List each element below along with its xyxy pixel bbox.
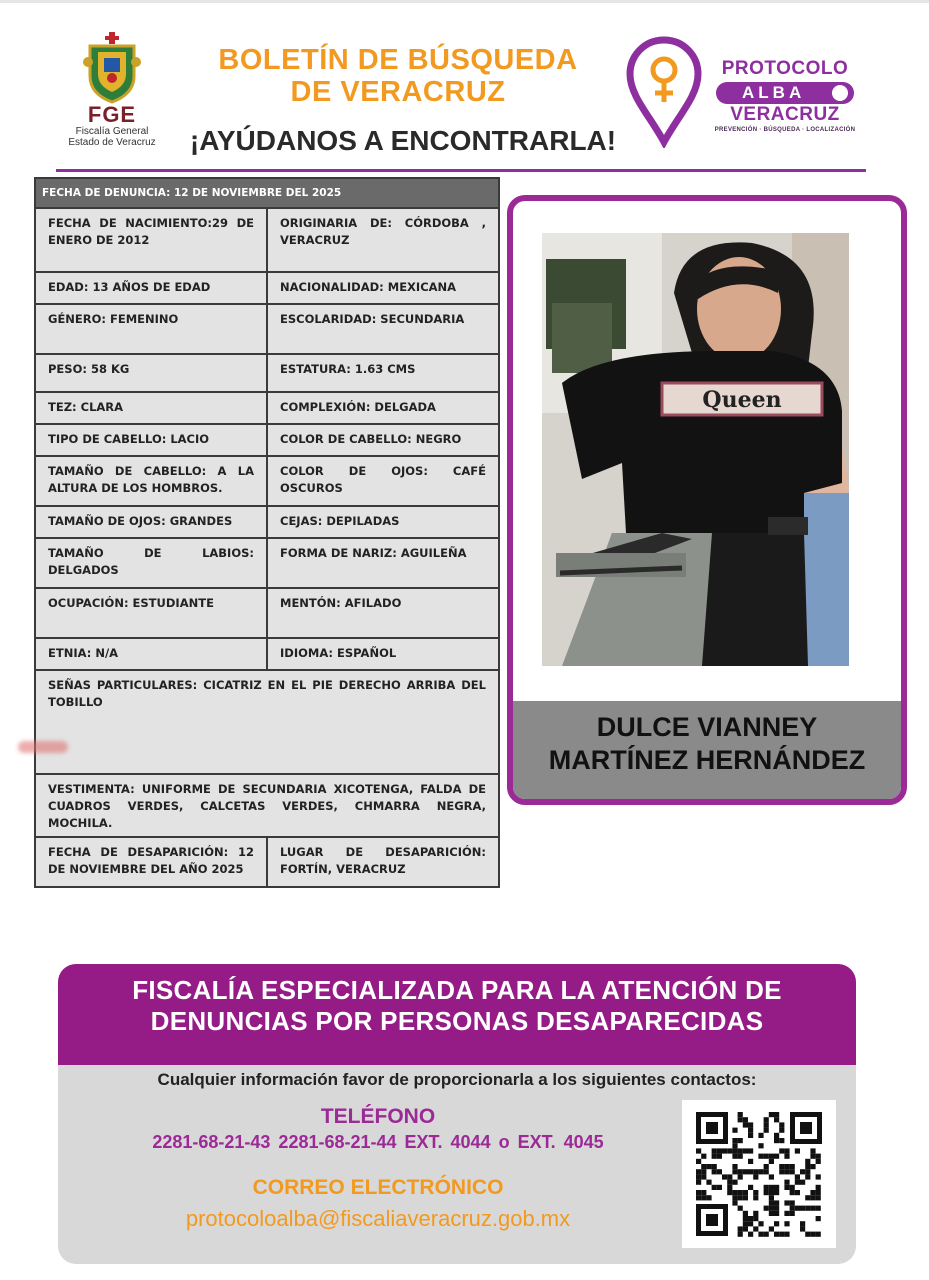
cell-color-cabello: COLOR DE CABELLO: NEGRO bbox=[267, 424, 499, 456]
cell-lugar-desaparicion: LUGAR DE DESAPARICIÓN: FORTÍN, VERACRUZ bbox=[267, 837, 499, 887]
cell-ocupacion: OCUPACIÓN: ESTUDIANTE bbox=[35, 588, 267, 638]
contact-footer bbox=[58, 964, 856, 1264]
cell-genero: GÉNERO: FEMENINO bbox=[35, 304, 267, 354]
cell-estatura: ESTATURA: 1.63 CMS bbox=[267, 354, 499, 392]
cell-fecha-nacimiento: FECHA DE NACIMIENTO:29 DE ENERO DE 2012 bbox=[35, 208, 267, 272]
alba-pill bbox=[716, 82, 854, 104]
page-title bbox=[180, 44, 616, 108]
cell-tamano-labios: TAMAÑO DE LABIOS: DELGADOS bbox=[35, 538, 267, 588]
cell-forma-nariz: FORMA DE NARIZ: AGUILEÑA bbox=[267, 538, 499, 588]
cell-edad: EDAD: 13 AÑOS DE EDAD bbox=[35, 272, 267, 304]
alba-line-1: PROTOCOLO bbox=[721, 58, 849, 79]
location-pin-female-icon bbox=[626, 36, 702, 148]
email-address[interactable]: protocoloalba@fiscaliaveracruz.gob.mx bbox=[185, 1206, 571, 1231]
top-edge bbox=[0, 0, 929, 3]
agency-line-2: DENUNCIAS POR PERSONAS DESAPARECIDAS bbox=[150, 1006, 764, 1036]
fge-sub-2: Estado de Veracruz bbox=[68, 137, 156, 148]
agency-banner bbox=[58, 964, 856, 1065]
phone-numbers[interactable]: 2281-68-21-43 2281-68-21-44 EXT. 4044 o EXT. 4045 bbox=[152, 1132, 604, 1152]
email-label: CORREO ELECTRÓNICO bbox=[252, 1176, 504, 1199]
cell-senas-particulares bbox=[35, 670, 499, 774]
qr-code[interactable] bbox=[682, 1100, 836, 1248]
cell-peso: PESO: 58 KG bbox=[35, 354, 267, 392]
cell-tamano-cabello: TAMAÑO DE CABELLO: A LA ALTURA DE LOS HOMBROS. bbox=[35, 456, 267, 506]
alba-tagline: PREVENCIÓN · BÚSQUEDA · LOCALIZACIÓN bbox=[714, 127, 856, 133]
person-name-bar bbox=[513, 701, 901, 799]
cell-color-ojos: COLOR DE OJOS: CAFÉ OSCUROS bbox=[267, 456, 499, 506]
fecha-denuncia: FECHA DE DENUNCIA: 12 DE NOVIEMBRE DEL 2025 bbox=[35, 178, 499, 208]
header-divider bbox=[56, 169, 866, 172]
details-table bbox=[34, 177, 500, 888]
cell-tipo-cabello: TIPO DE CABELLO: LACIO bbox=[35, 424, 267, 456]
cell-etnia: ETNIA: N/A bbox=[35, 638, 267, 670]
smudge-mark bbox=[18, 741, 68, 753]
agency-line-1: FISCALÍA ESPECIALIZADA PARA LA ATENCIÓN DE bbox=[132, 975, 782, 1005]
fge-logo bbox=[62, 32, 162, 148]
cell-nacionalidad: NACIONALIDAD: MEXICANA bbox=[267, 272, 499, 304]
page-subtitle: ¡AYÚDANOS A ENCONTRARLA! bbox=[189, 125, 617, 156]
alba-line-3: VERACRUZ bbox=[730, 104, 840, 125]
title-line-2: DE VERACRUZ bbox=[290, 76, 506, 108]
shirt-print-text: Queen bbox=[702, 387, 782, 413]
veracruz-crest-icon bbox=[80, 32, 144, 104]
senas-text: SEÑAS PARTICULARES: CICATRIZ EN EL PIE DERECHO ARRIBA DEL TOBILLO bbox=[48, 678, 486, 709]
cell-escolaridad: ESCOLARIDAD: SECUNDARIA bbox=[267, 304, 499, 354]
qr-code-icon bbox=[682, 1100, 836, 1248]
cell-fecha-desaparicion: FECHA DE DESAPARICIÓN: 12 DE NOVIEMBRE DEL AÑO 2025 bbox=[35, 837, 267, 887]
cell-menton: MENTÓN: AFILADO bbox=[267, 588, 499, 638]
magnifier-icon bbox=[832, 85, 848, 101]
fge-logo-text: FGE bbox=[87, 102, 137, 127]
protocolo-alba-logo bbox=[626, 36, 866, 148]
cell-idioma: IDIOMA: ESPAÑOL bbox=[267, 638, 499, 670]
person-photo-illustration bbox=[542, 233, 849, 666]
cell-cejas: CEJAS: DEPILADAS bbox=[267, 506, 499, 538]
cell-complexion: COMPLEXIÓN: DELGADA bbox=[267, 392, 499, 424]
cell-originaria: ORIGINARIA DE: CÓRDOBA , VERACRUZ bbox=[267, 208, 499, 272]
fge-sub-1: Fiscalía General bbox=[75, 126, 149, 137]
person-name-line-2: MARTÍNEZ HERNÁNDEZ bbox=[548, 745, 866, 775]
photo-card bbox=[507, 195, 907, 805]
cell-tamano-ojos: TAMAÑO DE OJOS: GRANDES bbox=[35, 506, 267, 538]
cell-vestimenta: VESTIMENTA: UNIFORME DE SECUNDARIA XICOTENGA, FALDA DE CUADROS VERDES, CALCETAS VERDES, CHMARRA NEGRA, MOCHILA. bbox=[35, 774, 499, 837]
person-name-line-1: DULCE VIANNEY bbox=[596, 712, 818, 742]
alba-line-2: ALBA bbox=[742, 83, 806, 102]
phone-label: TELÉFONO bbox=[320, 1105, 436, 1128]
cell-tez: TEZ: CLARA bbox=[35, 392, 267, 424]
title-line-1: BOLETÍN DE BÚSQUEDA bbox=[218, 44, 578, 76]
contacts-intro: Cualquier información favor de proporcionarla a los siguientes contactos: bbox=[157, 1070, 757, 1089]
missing-person-photo bbox=[542, 233, 849, 666]
